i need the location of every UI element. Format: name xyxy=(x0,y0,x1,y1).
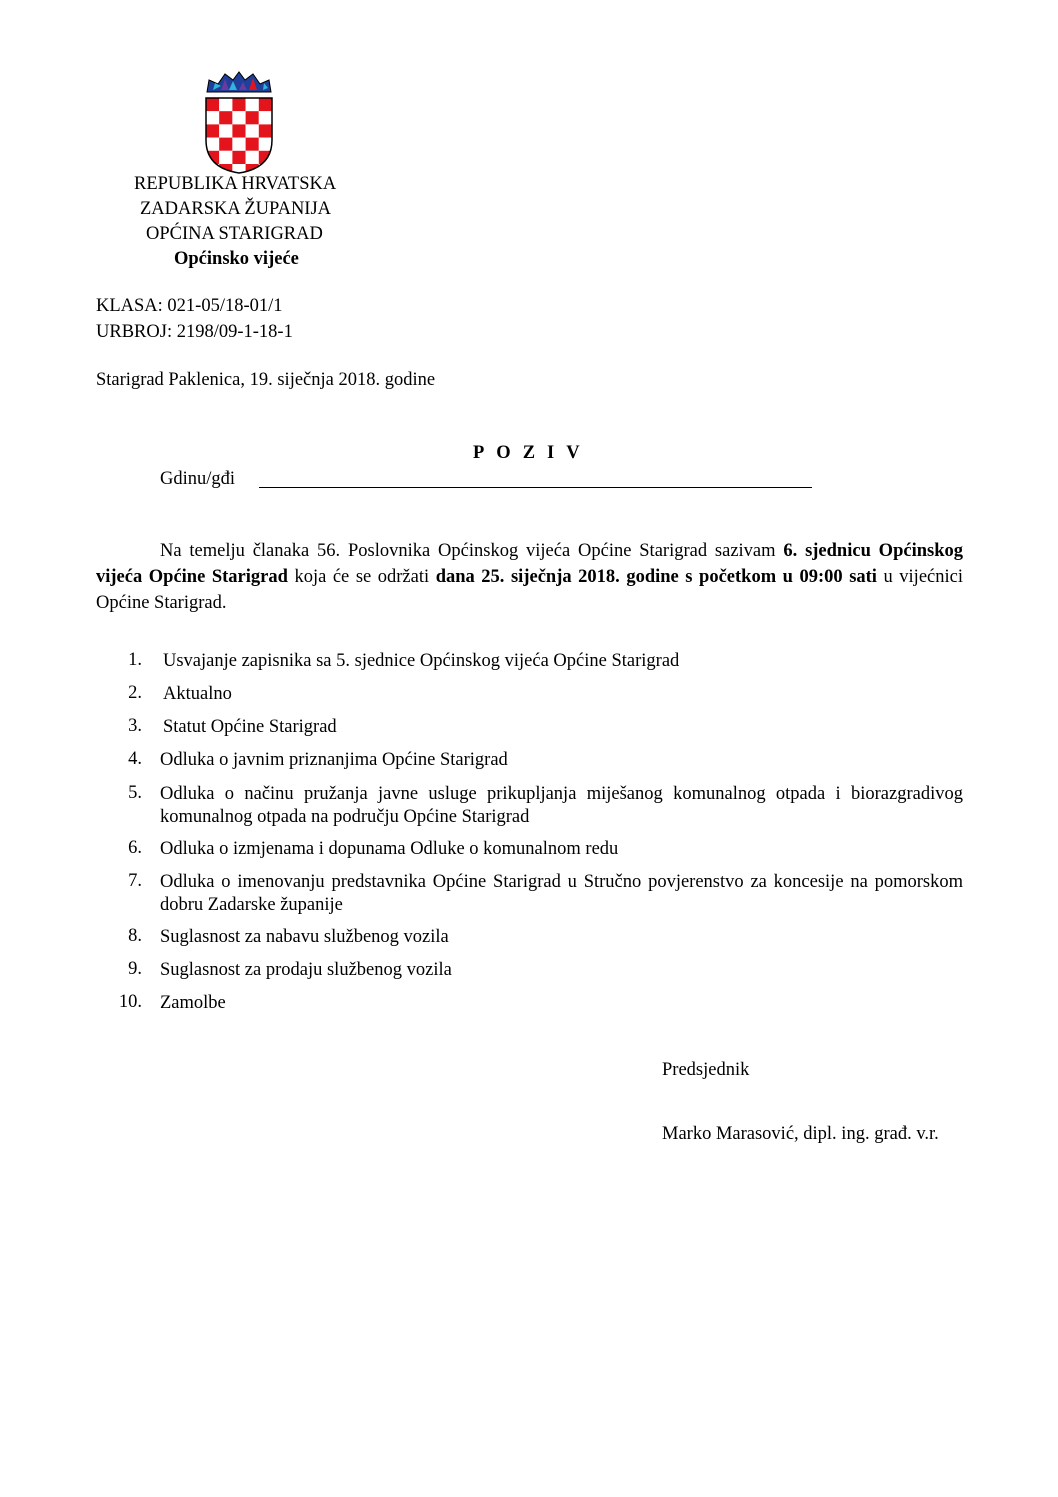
header-municipality: OPĆINA STARIGRAD xyxy=(146,224,323,244)
agenda-text: Statut Općine Starigrad xyxy=(163,717,337,737)
intro-text-2: koja će se održati xyxy=(287,567,436,587)
intro-text-1: Na temelju članaka 56. Poslovnika Općinskog vijeća Općine Starigrad sazivam xyxy=(160,541,784,561)
intro-datetime: dana 25. siječnja 2018. godine s početkom u 09:00 sati xyxy=(435,567,877,587)
agenda-text: Usvajanje zapisnika sa 5. sjednice Općinskog vijeća Općine Starigrad xyxy=(163,651,680,671)
agenda-number: 1. xyxy=(128,650,142,670)
agenda-text: Suglasnost za nabavu službenog vozila xyxy=(160,927,449,947)
agenda-number: 2. xyxy=(128,683,142,703)
agenda-number: 3. xyxy=(128,716,142,736)
crown-icon xyxy=(207,72,271,92)
coat-of-arms-icon xyxy=(203,70,275,175)
agenda-number: 7. xyxy=(128,871,142,891)
intro-paragraph xyxy=(96,538,963,616)
klasa-reference: KLASA: 021-05/18-01/1 xyxy=(96,296,283,316)
agenda-text: Odluka o javnim priznanjima Općine Starigrad xyxy=(160,750,508,770)
agenda-number: 10. xyxy=(118,992,142,1012)
intro-session: 6. sjednicu Općinskog vijeća Općine Starigrad xyxy=(96,541,963,587)
signature-role: Predsjednik xyxy=(662,1060,750,1080)
agenda-number: 6. xyxy=(128,838,142,858)
agenda-number: 9. xyxy=(128,959,142,979)
agenda-number: 8. xyxy=(128,926,142,946)
urbroj-reference: URBROJ: 2198/09-1-18-1 xyxy=(96,322,293,342)
recipient-line xyxy=(259,487,812,488)
signature-name: Marko Marasović, dipl. ing. građ. v.r. xyxy=(662,1124,939,1144)
header-county: ZADARSKA ŽUPANIJA xyxy=(140,199,332,219)
document-title: POZIV xyxy=(473,443,592,463)
agenda-text: Odluka o imenovanju predstavnika Općine Starigrad u Stručno povjerenstvo za koncesije na pomorskom dobru Zadarske županije xyxy=(160,872,963,915)
header-republic: REPUBLIKA HRVATSKA xyxy=(134,174,337,194)
intro-text-3: u vijećnici Općine Starigrad. xyxy=(96,567,963,613)
place-date: Starigrad Paklenica, 19. siječnja 2018. godine xyxy=(96,370,436,390)
agenda-text: Suglasnost za prodaju službenog vozila xyxy=(160,960,452,980)
agenda-text: Odluka o načinu pružanja javne usluge prikupljanja miješanog komunalnog otpada i biorazgradivog komunalnog otpada na području Općine Starigrad xyxy=(160,784,963,827)
agenda-text: Odluka o izmjenama i dopunama Odluke o komunalnom redu xyxy=(160,839,619,859)
agenda-number: 4. xyxy=(128,749,142,769)
header-council: Općinsko vijeće xyxy=(174,249,299,269)
recipient-label: Gdinu/gđi xyxy=(160,469,236,489)
agenda-number: 5. xyxy=(128,783,142,803)
agenda-text: Zamolbe xyxy=(160,993,226,1013)
agenda-text: Aktualno xyxy=(163,684,232,704)
